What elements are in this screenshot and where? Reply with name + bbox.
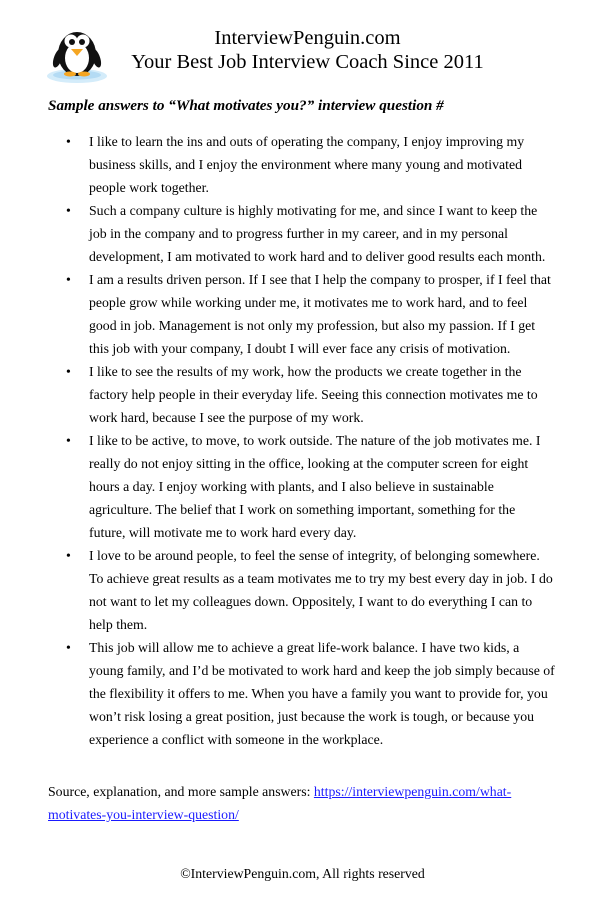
answer-text: I like to see the results of my work, how the products we create together in the factory help people in their everyday life. Seeing this connection motivates me to work hard, because I see the purpose of my work.: [89, 364, 538, 425]
site-title: InterviewPenguin.com: [214, 27, 401, 49]
answer-text: I love to be around people, to feel the sense of integrity, of belonging somewhere. To achieve great results as a team motivates me to try my best every day in job. I do not want to let my colleagues down. Oppositely, I want to do everything I can to help them.: [89, 548, 553, 632]
bullet-icon: •: [66, 272, 71, 287]
bullet-icon: •: [66, 203, 71, 218]
list-item: [0, 130, 605, 199]
page-header: [0, 24, 605, 84]
source-paragraph: [48, 780, 563, 826]
answer-text: I like to learn the ins and outs of operating the company, I enjoy improving my business skills, and I enjoy the environment where many young and motivated people work together.: [89, 134, 525, 195]
list-item: [0, 360, 605, 429]
answer-text: This job will allow me to achieve a great life-work balance. I have two kids, a young family, and I’d be motivated to work hard and keep the job simply because of the flexibility it offers to me. When you have a family you want to provide for, you won’t risk losing a great position, just because the work is tough, or because you experience a conflict with someone in the workplace.: [89, 640, 555, 747]
site-tagline: Your Best Job Interview Coach Since 2011: [131, 51, 484, 73]
section-heading: Sample answers to “What motivates you?” interview question #: [48, 97, 444, 114]
bullet-icon: •: [66, 134, 71, 149]
answer-text: Such a company culture is highly motivating for me, and since I want to keep the job in the company and to progress further in my career, and in my personal development, I am motivated to work hard and to deliver good results each month.: [89, 203, 546, 264]
bullet-icon: •: [66, 433, 71, 448]
copyright-footer: ©InterviewPenguin.com, All rights reserved: [180, 866, 425, 881]
answer-text: I like to be active, to move, to work outside. The nature of the job motivates me. I really do not enjoy sitting in the office, looking at the computer screen for eight hours a day. I enjoy working with plants, and I also believe in sustainable agriculture. The belief that I work on something important, something for the future, will motivate me to work hard every day.: [89, 433, 541, 540]
list-item: [0, 544, 605, 636]
list-item: [0, 268, 605, 360]
bullet-icon: •: [66, 548, 71, 563]
list-item: [0, 429, 605, 544]
bullet-icon: •: [66, 640, 71, 655]
answer-text: I am a results driven person. If I see that I help the company to prosper, if I feel that people grow while working under me, it motivates me to work hard, and to feel good in job. Management is not only my profession, but also my passion. If I get this job with your company, I doubt I will ever face any crisis of motivation.: [89, 272, 551, 356]
list-item: [0, 199, 605, 268]
bullet-icon: •: [66, 364, 71, 379]
source-label: Source, explanation, and more sample answers:: [48, 784, 314, 799]
list-item: [0, 636, 605, 751]
answers-list: [0, 130, 605, 751]
source-link[interactable]: https://interviewpenguin.com/what-motivates-you-interview-question/: [48, 784, 512, 822]
